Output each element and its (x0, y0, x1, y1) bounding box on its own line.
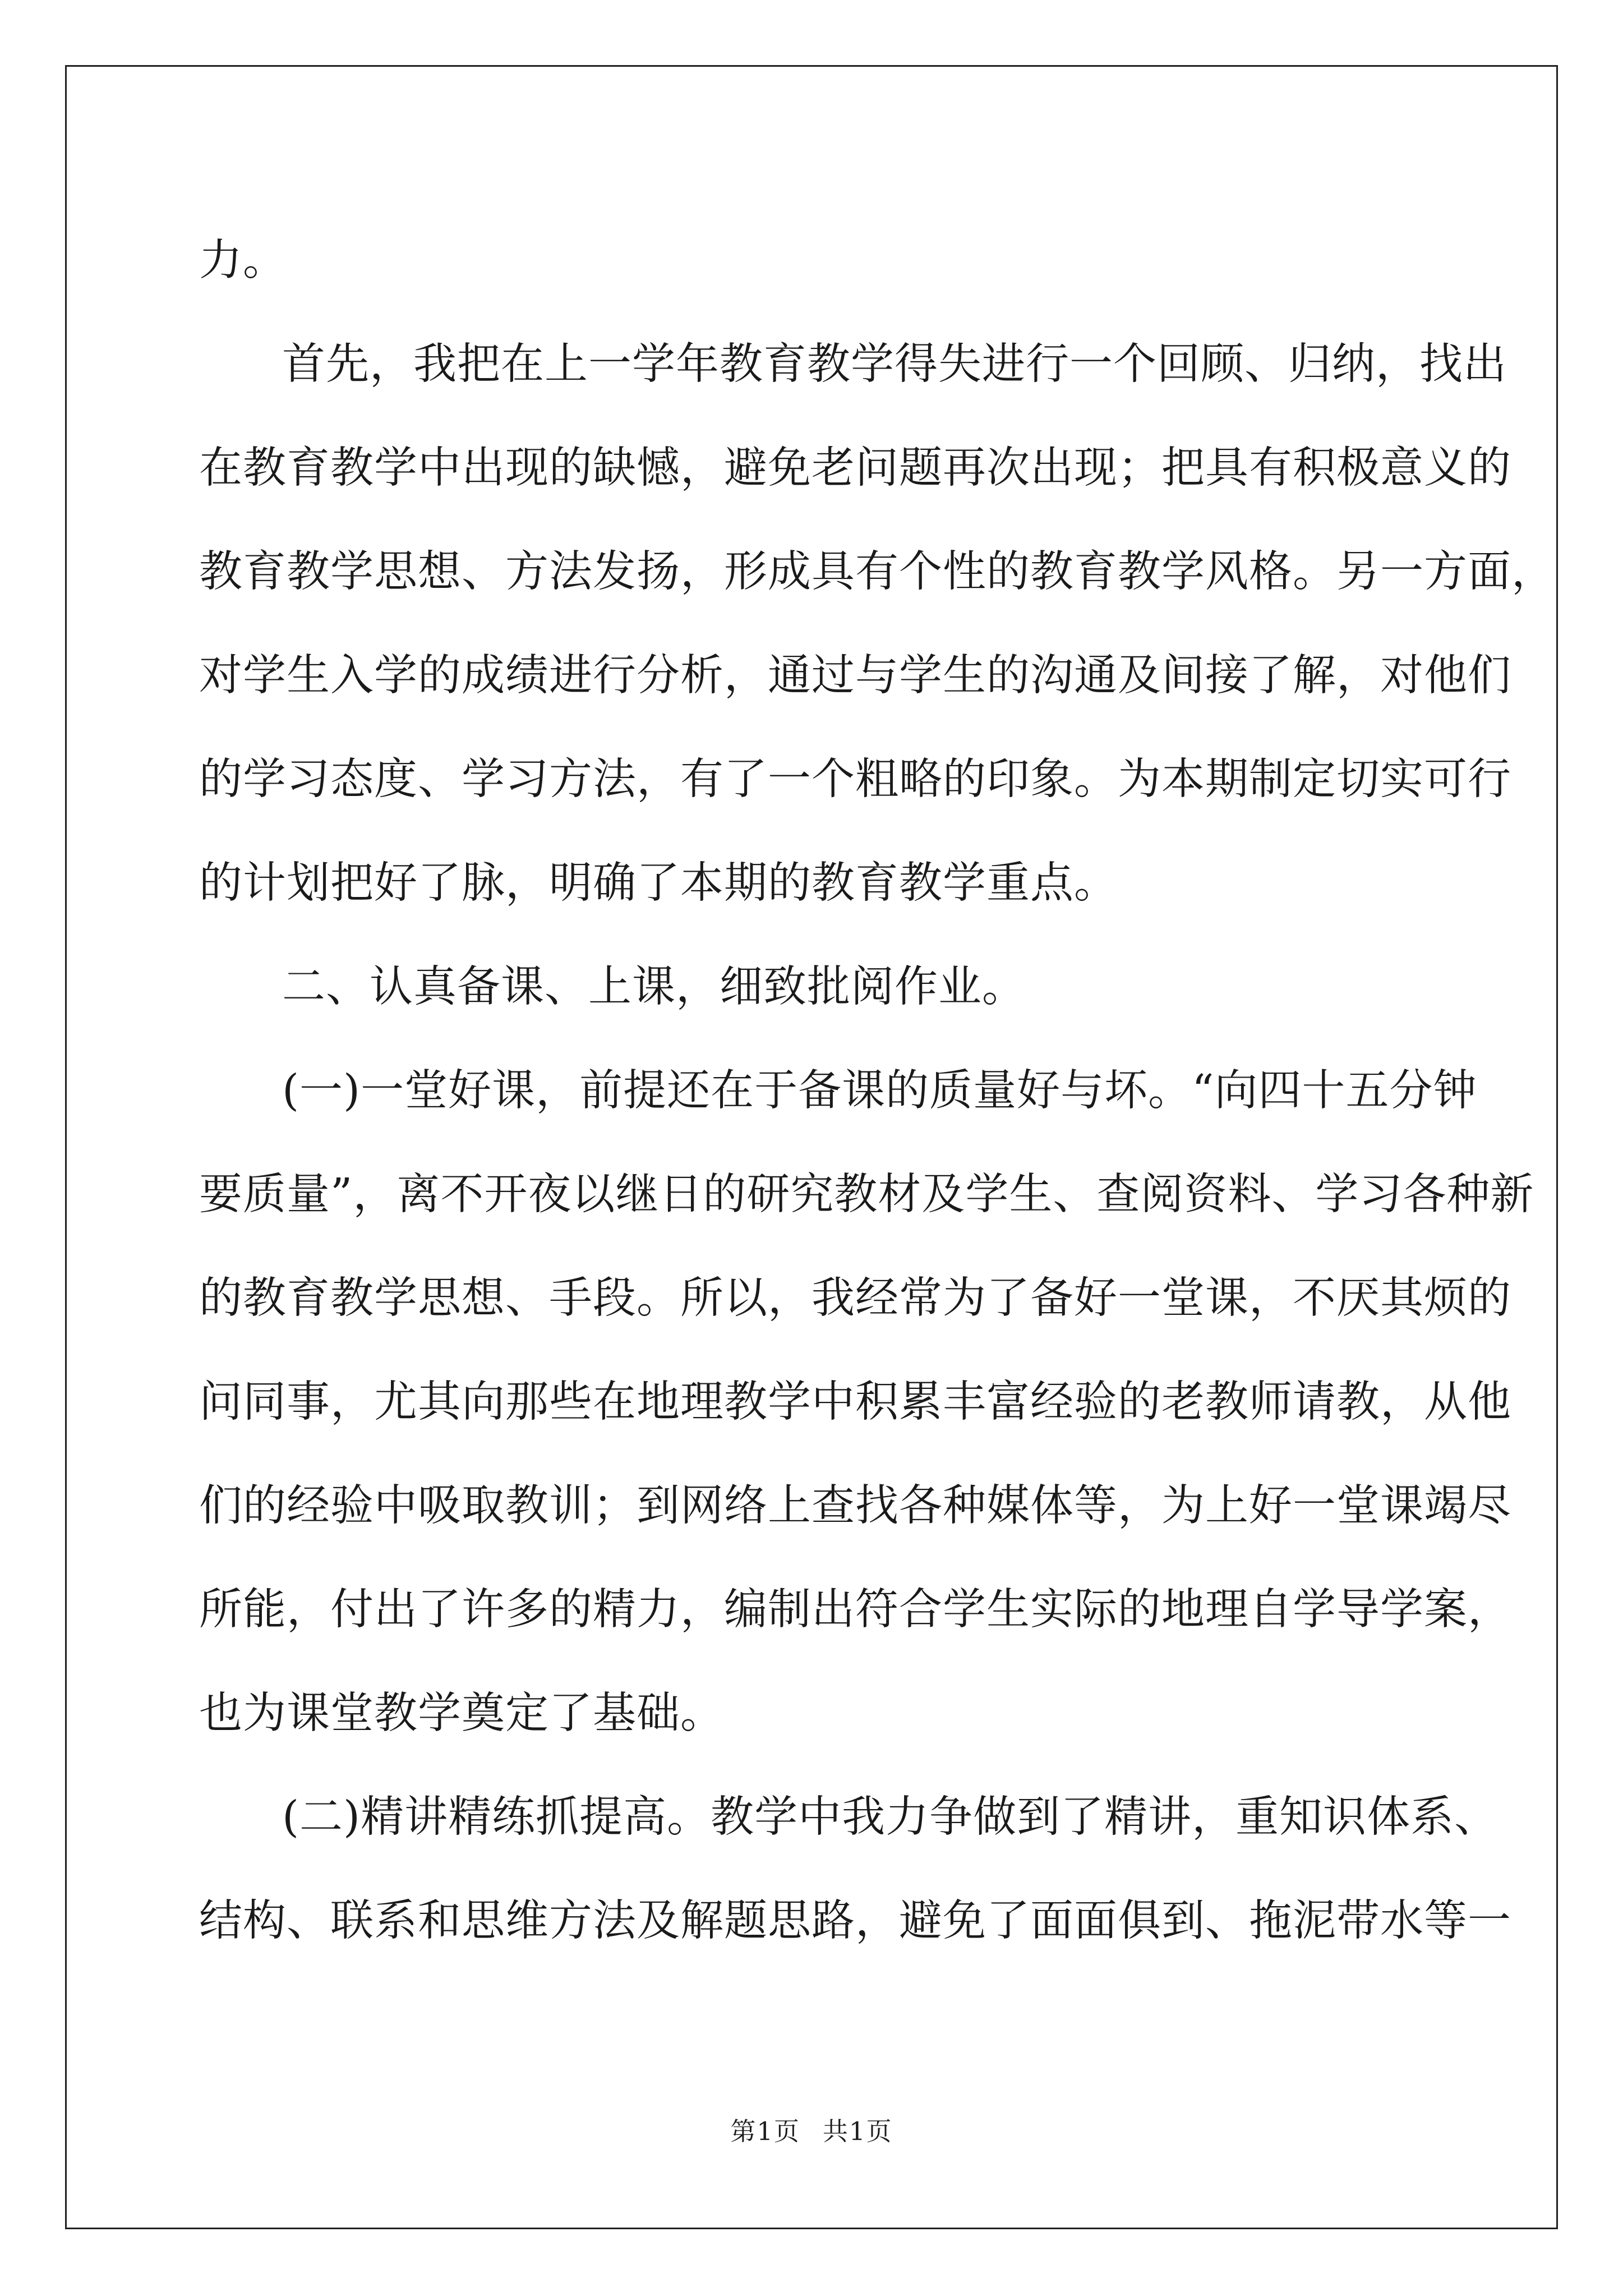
page-footer (0, 2111, 1623, 2147)
text-line: 要质量”，离不开夜以继日的研究教材及学生、查阅资料、学习各种新 (199, 1170, 1534, 1220)
text-line: 对学生入学的成绩进行分析，通过与学生的沟通及间接了解，对他们 (199, 651, 1511, 701)
text-line: 在教育教学中出现的缺憾，避免老问题再次出现；把具有积极意义的 (199, 443, 1511, 493)
text-line: 首先，我把在上一学年教育教学得失进行一个回顾、归纳，找出 (282, 339, 1507, 389)
text-line: (二)精讲精练抓提高。教学中我力争做到了精讲，重知识体系、 (282, 1792, 1498, 1842)
text-line: 也为课堂教学奠定了基础。 (199, 1688, 724, 1738)
text-line: 力。 (199, 236, 287, 286)
text-line: 的学习态度、学习方法，有了一个粗略的印象。为本期制定切实可行 (199, 754, 1511, 804)
text-line: 教育教学思想、方法发扬，形成具有个性的教育教学风格。另一方面， (199, 547, 1555, 597)
section-heading: 二、认真备课、上课，细致批阅作业。 (282, 962, 1026, 1012)
text-line: (一)一堂好课，前提还在于备课的质量好与坏。“向四十五分钟 (282, 1066, 1477, 1116)
text-line: 问同事，尤其向那些在地理教学中积累丰富经验的老教师请教，从他 (199, 1377, 1511, 1427)
text-line: 的计划把好了脉，明确了本期的教育教学重点。 (199, 858, 1118, 908)
text-line: 结构、联系和思维方法及解题思路，避免了面面俱到、拖泥带水等一 (199, 1896, 1511, 1946)
text-line: 所能，付出了许多的精力，编制出符合学生实际的地理自学导学案， (199, 1585, 1511, 1635)
page-number-current: 第1页 (730, 2116, 800, 2146)
document-body (199, 209, 1555, 1973)
text-line: 们的经验中吸取教训；到网络上查找各种媒体等，为上好一堂课竭尽 (199, 1481, 1511, 1531)
text-line: 的教育教学思想、手段。所以，我经常为了备好一堂课，不厌其烦的 (199, 1273, 1511, 1323)
page-number-total: 共1页 (823, 2116, 893, 2146)
